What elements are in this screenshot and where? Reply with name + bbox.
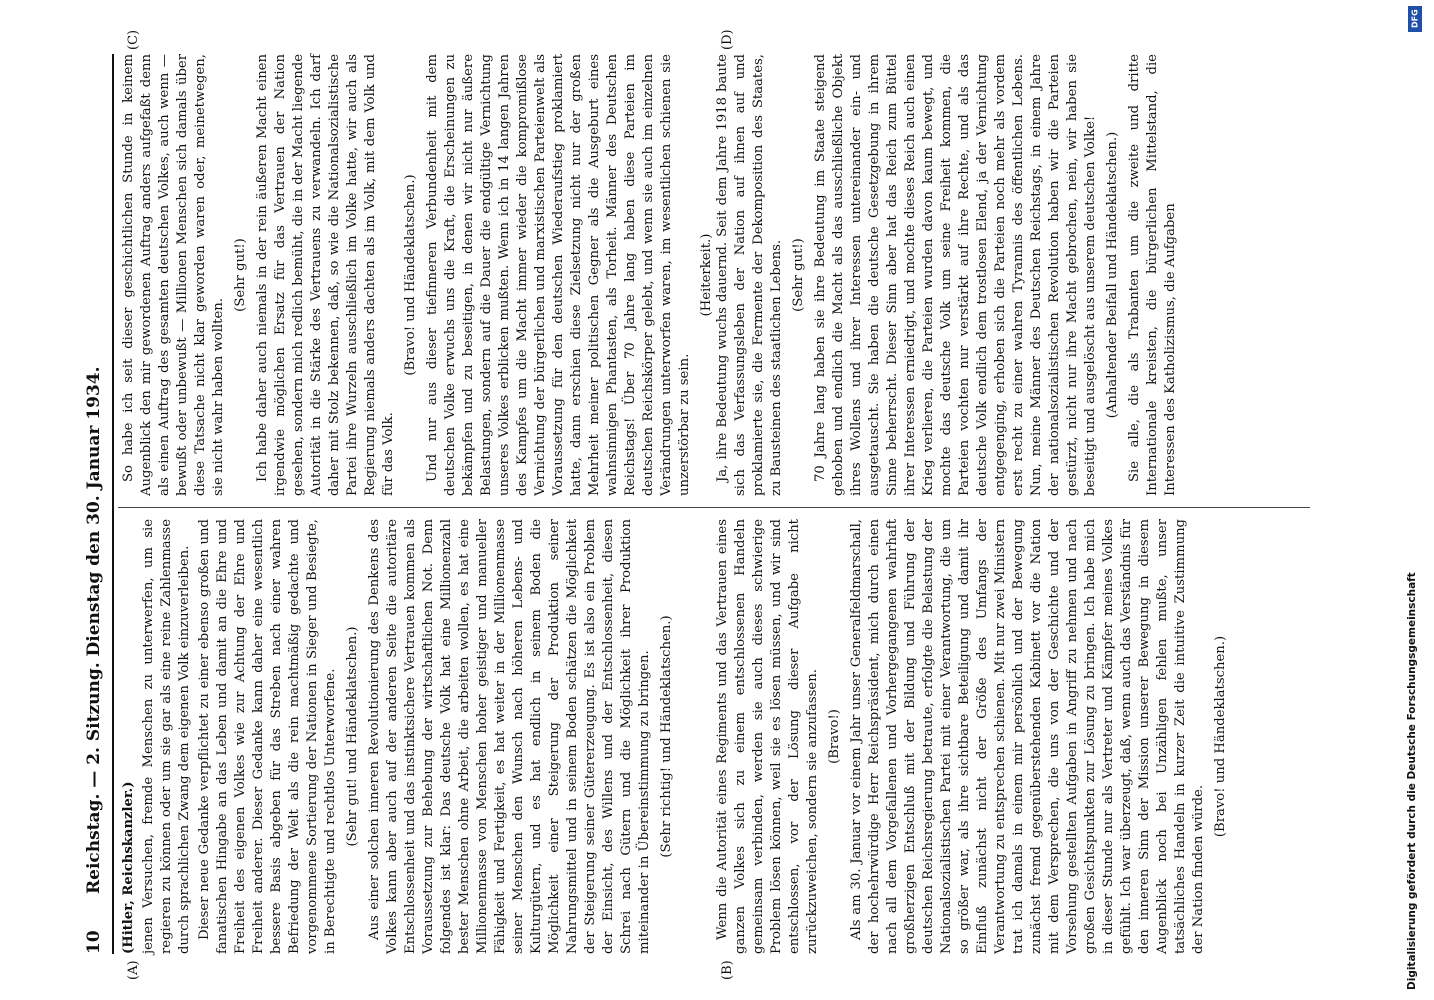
interjection: (Sehr gut!) [233, 238, 248, 312]
page-number: 10 [84, 930, 104, 954]
digitization-sidebar [1404, 0, 1434, 1000]
margin-mark-b: (B) [720, 960, 735, 980]
paragraph: Sie alle, die als Trabanten um die zweite und dritte Internationale kreisten, die bürgerlichen Mittelstand, die Interessen des Katholizismus, die Aufgaben [1127, 54, 1178, 496]
paragraph: Aus einer solchen inneren Revolutionierung des Denkens des Volkes kann aber auch auf der anderen Seite die autoritäre Entschlossenheit und das instinktsichere Vertrauen kommen als Voraussetzung zur Behebung der wirtschaftlichen Not. Denn folgendes ist klar: Das deutsche Volk hat eine Millionenzahl bester Menschen ohne Arbeit, die arbeiten wollen, es hat eine Millionenmasse von Menschen hoher geistiger und manueller Fähigkeit und Fertigkeit, es hat weiter in der Millionenmasse seiner Menschen den Wunsch nach höheren Lebens- und Kulturgütern, und es hat endlich in seinem Boden die Möglichkeit einer Steigerung der Produktion seiner Nahrungsmittel und in seinem Boden schätzen die Möglichkeit der Steigerung seiner Gütererzeugung. Es ist also ein Problem der Einsicht, des Willens und der Entschlossenheit, diesen Schrei nach Gütern und die Möglichkeit ihrer Produktion miteinander in Übereinstimmung zu bringen. [367, 519, 652, 954]
paragraph: Dieser neue Gedanke verpflichtet zu einer ebenso großen und fanatischen Hingabe an das Leben und damit an die Ehre und Freiheit des eigenen Volkes wie zur Achtung der Ehre und Freiheit anderer. Dieser Gedanke kann daher eine wesentlich bessere Basis abgeben für das Streben nach einer wahren Befriedung der Welt als die rein machtmäßig gedachte und vorgenommene Sortierung der Nationen in Sieger und Besiegte, in Berechtigte und rechtlos Unterworfene. [197, 519, 338, 954]
interjection: (Bravo! und Händeklatschen.) [1213, 635, 1228, 838]
rotated-page [74, 29, 1314, 980]
header-rule [112, 54, 114, 954]
interjection: (Sehr gut!) [791, 238, 806, 312]
column-divider [118, 507, 714, 508]
lower-right-column [714, 54, 1314, 496]
dfg-logo-icon: DFG [1408, 6, 1422, 32]
paragraph: So habe ich seit dieser geschichtlichen Stunde in keinem Augenblick den mir gewordenen Auftrag anders aufgefaßt denn als einen Auftrag des gesamten deutschen Volkes, auch wenn — bewußt oder unbewußt — Millionen Menschen sich damals über diese Tatsache nicht klar geworden waren oder, meinetwegen, sie nicht wahr haben wollten. [121, 54, 226, 496]
interjection: (Sehr gut! und Händeklatschen.) [345, 626, 360, 847]
running-head: Reichstag. — 2. Sitzung. Dienstag den 30. Januar 1934. [84, 366, 104, 894]
lower-left-column [714, 519, 1314, 954]
paragraph: Wenn die Autorität eines Regiments und das Vertrauen eines ganzen Volkes sich zu einem entschlossenen Handeln gemeinsam verbinden, werden sie auch dieses schwierige Problem lösen können, weil sie es lösen müssen, und wir sind entschlossen, vor der Lösung dieser Aufgabe nicht zurückzuweichen, sondern sie anzufassen. [715, 519, 820, 954]
paragraph: jenen Versuchen, fremde Menschen zu unterwerfen, um sie regieren zu können oder um sie gar als eine reine Zahlenmasse durch sprachlichen Zwang dem eigenen Volk einzuverleiben. [141, 519, 192, 954]
digitization-credit: Digitalisierung gefördert durch die Deutsche Forschungsgemeinschaft [1406, 572, 1418, 990]
interjection: (Anhaltender Beifall und Händeklatschen.) [1105, 131, 1120, 419]
paragraph: Ja, ihre Bedeutung wuchs dauernd. Seit dem Jahre 1918 baute sich das Verfassungsleben der Nation auf ihnen auf und proklamierte sie, die Fermente der Dekomposition des Staates, zu Bausteinen des staatlichen Lebens. [715, 54, 784, 496]
interjection: (Bravo! und Händeklatschen.) [403, 174, 418, 376]
column-divider-lower [714, 507, 1310, 508]
margin-mark-c: (C) [126, 29, 141, 50]
interjection: (Heiterkeit.) [699, 233, 714, 317]
interjection: (Sehr richtig! und Händeklatschen.) [659, 615, 674, 858]
margin-mark-a: (A) [126, 960, 141, 980]
interjection: (Bravo!) [827, 709, 842, 764]
speaker-label: (Hitler, Reichskanzler.) [121, 781, 136, 954]
upper-left-column [120, 519, 710, 954]
paragraph: Ich habe daher auch niemals in der rein äußeren Macht einen irgendwie möglichen Ersatz für das Vertrauen der Nation gesehen, sondern mich redlich bemüht, die in der Macht liegende Autorität in die Stärke des Vertrauens zu verwandeln. Ich darf daher mit Stolz bekennen, daß, so wie die Nationalsozialistische Partei ihre Wurzeln ausschließlich im Volke hatte, wir auch als Regierung niemals anders dachten als im Volk, mit dem Volk und für das Volk. [255, 54, 396, 496]
paragraph: Und nur aus dieser tiefinneren Verbundenheit mit dem deutschen Volke erwuchs uns die Kraft, die Erscheinungen zu bekämpfen und zu beseitigen, in denen wir nicht nur äußere Belastungen, sondern auf die Dauer die endgültige Vernichtung unseres Volkes erblicken mußten. Wenn ich in 14 langen Jahren des Kampfes um die Macht immer wieder die kompromißlose Vernichtung der bürgerlichen und marxistischen Parteienwelt als Voraussetzung für den deutschen Wiederaufstieg proklamiert hatte, dann erschien diese Zielsetzung nicht nur der großen Mehrheit meiner politischen Gegner als die Ausgeburt eines wahnsinnigen Phantasten, als Torheit. Männer des Deutschen Reichstags! Über 70 Jahre lang haben diese Parteien im deutschen Reichskörper gelebt, und wenn sie auch im einzelnen Verändrungen unterworfen waren, im wesentlichen schienen sie unzerstörbar zu sein. [425, 54, 692, 496]
margin-mark-d: (D) [720, 29, 735, 50]
paragraph: Als am 30. Januar vor einem Jahr unser Generalfeldmarschall, der hochehrwürdige Herr Reichspräsident, mich durch einen nach all dem Vorgefallenen und Vorhergegangenen wahrhaft großherzigen Entschluß mit der Bildung und Führung der deutschen Reichsregierung betraute, erfolgte die Belastung der Nationalsozialistischen Partei mit einer Verantwortung, die um so größer war, als ihre sichtbare Beteiligung und damit ihr Einfluß zunächst nicht der Größe des Umfangs der Verantwortung zu entsprechen schienen. Mit nur zwei Ministern trat ich damals in einem mir persönlich und der Bewegung zunächst fremd gegenüberstehenden Kabinett vor die Nation mit dem Versprechen, die uns von der Geschichte und der Vorsehung gestellten Aufgaben in Angriff zu nehmen und nach großen Gesichtspunkten zur Lösung zu bringen. Ich habe mich in dieser Stunde nur als Vertreter und Kämpfer meines Volkes gefühlt. Ich war überzeugt, daß, wenn auch das Verständnis für den inneren Sinn der Mission unserer Bewegung in diesem Augenblick noch bei Unzähligen fehlen mußte, unser tatsächliches Handeln in kurzer Zeit die intuitive Zustimmung der Nation finden würde. [849, 519, 1206, 954]
upper-right-column [120, 54, 714, 496]
paragraph: 70 Jahre lang haben sie ihre Bedeutung im Staate steigend gehoben und endlich die Macht als das ausschließliche Objekt ihres Wollens und ihrer Interessen untereinander ein- und ausgetauscht. Sie haben die deutsche Gesetzgebung in ihrem Sinne beherrscht. Dieser Sinn aber hat das Reich zum Büttel ihrer Interessen erniedrigt, und mochte dieses Reich auch einen Krieg verlieren, die Parteien wurden davon kaum bewegt, und mochte das deutsche Volk um seine Freiheit kommen, die Parteien vochten nur verstärkt auf ihre Rechte, und als das deutsche Volk endlich dem trostlosen Elend, ja der Vernichtung entgegenging, erhoben sich die Parteien noch mehr als vordem erst recht zu einer wahren Tyrannis des öffentlichen Lebens. Nun, meine Männer des Deutschen Reichstags, in einem Jahre der nationalsozialistischen Revolution haben wir die Parteien gestürzt, nicht nur ihre Macht gebrochen, nein, wir haben sie beseitigt und ausgelöscht aus unserem deutschen Volke! [813, 54, 1098, 496]
page-header [74, 54, 114, 954]
